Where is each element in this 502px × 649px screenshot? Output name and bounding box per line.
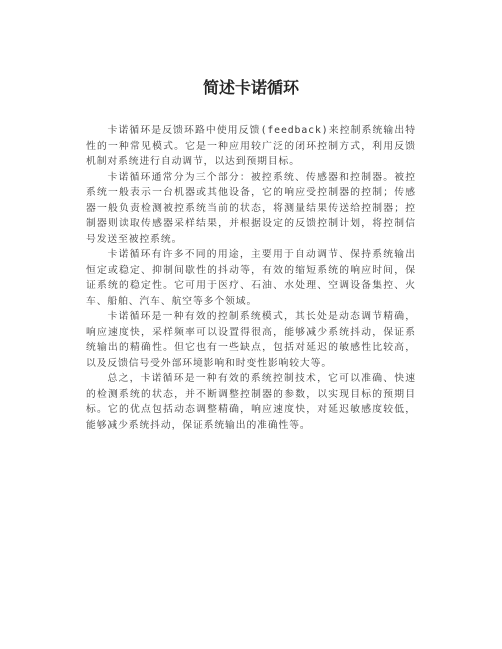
paragraph-components: 卡诺循环通常分为三个部分：被控系统、传感器和控制器。被控系统一般表示一台机器或其他设备，它的响应受控制器的控制；传感器一般负责检测被控系统当前的状态，将测量结果传送给控制器；控制器则读取传感器采样结果，并根据设定的反馈控制计划，将控制信号发送至被控系统。 [86,171,416,245]
document-title: 简述卡诺循环 [202,78,299,97]
document-body [86,123,416,433]
paragraph-summary: 总之，卡诺循环是一种有效的系统控制技术，它可以准确、快速的检测系统的状态，并不断调整控制器的参数，以实现目标的预期目标。它的优点包括动态调整精确，响应速度快，对延迟敏感度较低，能够减少系统抖动，保证系统输出的准确性等。 [86,373,416,431]
paragraph-pros-cons: 卡诺循环是一种有效的控制系统模式，其长处是动态调节精确，响应速度快，采样频率可以设置得很高，能够减少系统抖动，保证系统输出的精确性。但它也有一些缺点，包括对延迟的敏感性比较高，以及反馈信号受外部环境影响和时变性影响较大等。 [86,311,416,369]
paragraph-intro: 卡诺循环是反馈环路中使用反馈(feedback)来控制系统输出特性的一种常见模式。它是一种应用较广泛的闭环控制方式，利用反馈机制对系统进行自动调节，以达到预期目标。 [86,125,416,167]
paragraph-applications: 卡诺循环有许多不同的用途，主要用于自动调节、保持系统输出恒定或稳定、抑制间歇性的抖动等，有效的缩短系统的响应时间，保证系统的稳定性。它可用于医疗、石油、水处理、空调设备集控、火车、船舶、汽车、航空等多个领域。 [86,249,416,307]
